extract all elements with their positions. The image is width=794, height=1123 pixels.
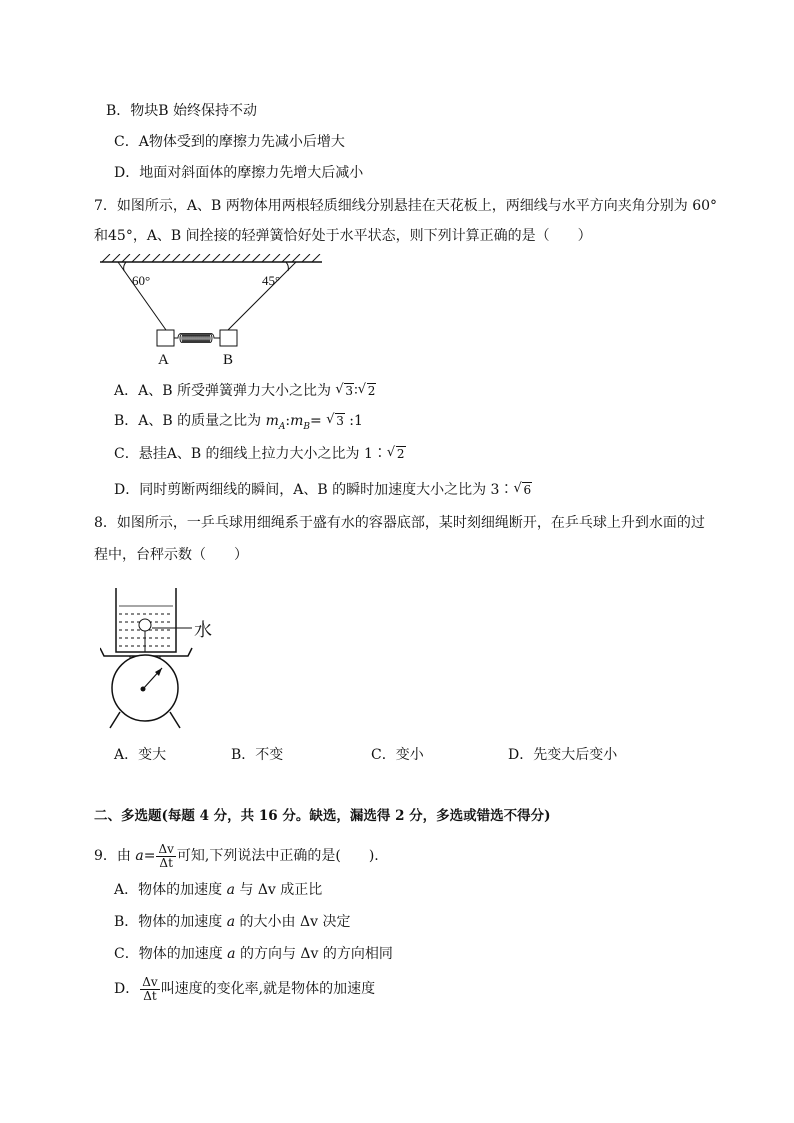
sqrt-symbol (513, 480, 532, 500)
radicand: 2 (367, 384, 376, 398)
spring (174, 334, 220, 343)
q8-stem-line2: 程中，台秤示数（ ） (94, 547, 248, 563)
q9-stem (94, 842, 379, 870)
q7-option-a (114, 381, 376, 401)
label-b: B (223, 352, 234, 368)
radicand: 6 (523, 483, 532, 497)
equals: = (310, 413, 327, 429)
sqrt-symbol (335, 381, 354, 401)
radicand: 3 (336, 414, 344, 428)
numerator: Δv (158, 841, 174, 856)
var-m: m (265, 413, 279, 429)
q7-stem-line2: 和45°，A、B 间拴接的轻弹簧恰好处于水平状态，则下列计算正确的是（ ） (94, 228, 592, 244)
q8-option-d: D．先变大后变小 (508, 747, 618, 763)
var-a: a (135, 848, 144, 864)
q6-option-b: B．物块B 始终保持不动 (106, 103, 258, 119)
var-m: m (290, 413, 304, 429)
angle-60-label: 60° (132, 273, 151, 288)
q7-option-b-text: B．A、B 的质量之比为 (114, 413, 266, 429)
q9-option-b (114, 912, 350, 932)
block-b (220, 330, 237, 346)
ratio-sep: ∶ (354, 383, 358, 399)
q9-option-c-tail: 的方向与 Δv 的方向相同 (235, 946, 393, 962)
var-a: a (226, 914, 236, 930)
radicand: 3 (345, 384, 354, 398)
ratio-tail: :1 (344, 413, 363, 429)
q8-option-a: A．变大 (114, 747, 167, 763)
fraction (140, 976, 159, 1003)
q9-option-c-text: C．物体的加速度 (114, 946, 228, 962)
q7-option-c-text: C．悬挂A、B 的细线上拉力大小之比为 1∶ (114, 446, 387, 462)
q9-option-d (114, 975, 375, 1003)
q8-figure (100, 588, 230, 730)
angle-45-label: 45° (262, 273, 281, 288)
sub-a: A (278, 421, 286, 432)
numerator: Δv (142, 974, 158, 989)
var-a: a (226, 882, 235, 898)
denominator: Δt (143, 988, 157, 1003)
q9-option-a (114, 880, 322, 900)
q9-option-a-tail: 与 Δv 成正比 (234, 882, 323, 898)
block-a (157, 330, 174, 346)
q7-option-d-text: D．同时剪断两细线的瞬间，A、B 的瞬时加速度大小之比为 3∶ (114, 482, 514, 498)
q9-option-b-tail: 的大小由 Δv 决定 (235, 914, 351, 930)
denominator: Δt (159, 855, 173, 870)
q9-suffix: 可知,下列说法中正确的是( ). (176, 848, 379, 864)
q7-figure (96, 254, 328, 368)
q8-option-c: C．变小 (371, 747, 424, 763)
scale-leg-right (170, 712, 180, 728)
q9-option-b-text: B．物体的加速度 (114, 914, 227, 930)
q9-option-c (114, 944, 393, 964)
q7-stem-line1: 7．如图所示，A、B 两物体用两根轻质细线分别悬挂在天花板上，两细线与水平方向夹角分别为 60° (94, 198, 718, 214)
q7-option-c (114, 444, 406, 464)
q6-option-d: D．地面对斜面体的摩擦力先增大后减小 (114, 165, 364, 181)
q9-prefix: 9．由 (94, 848, 136, 864)
sub-b: B (303, 421, 310, 432)
q7-option-d (114, 480, 532, 500)
fraction (156, 843, 175, 870)
q7-option-a-text: A．A、B 所受弹簧弹力大小之比为 (114, 383, 336, 399)
q8-option-b: B．不变 (231, 747, 284, 763)
section-2-heading: 二、多选题(每题 4 分，共 16 分。缺选，漏选得 2 分，多选或错选不得分) (94, 808, 551, 824)
ping-pong-ball (139, 619, 151, 631)
q8-stem-line1: 8．如图所示，一乒乓球用细绳系于盛有水的容器底部，某时刻细绳断开，在乒乓球上升到水面的过 (94, 515, 705, 531)
q9-option-a-text: A．物体的加速度 (114, 882, 227, 898)
water-label: 水 (194, 620, 212, 641)
q7-option-b (114, 411, 363, 437)
sqrt-symbol (387, 444, 406, 464)
radicand: 2 (396, 447, 405, 461)
label-a: A (158, 352, 169, 368)
q9-option-d-tail: 叫速度的变化率,就是物体的加速度 (160, 981, 376, 997)
q9-option-d-text: D． (114, 981, 140, 997)
var-a: a (227, 946, 236, 962)
scale-leg-left (110, 712, 120, 728)
q6-option-c: C．A物体受到的摩擦力先减小后增大 (114, 134, 345, 150)
sqrt-symbol (358, 381, 377, 401)
sqrt-symbol (326, 411, 345, 431)
equals: = (143, 848, 156, 864)
colon: : (285, 413, 291, 429)
